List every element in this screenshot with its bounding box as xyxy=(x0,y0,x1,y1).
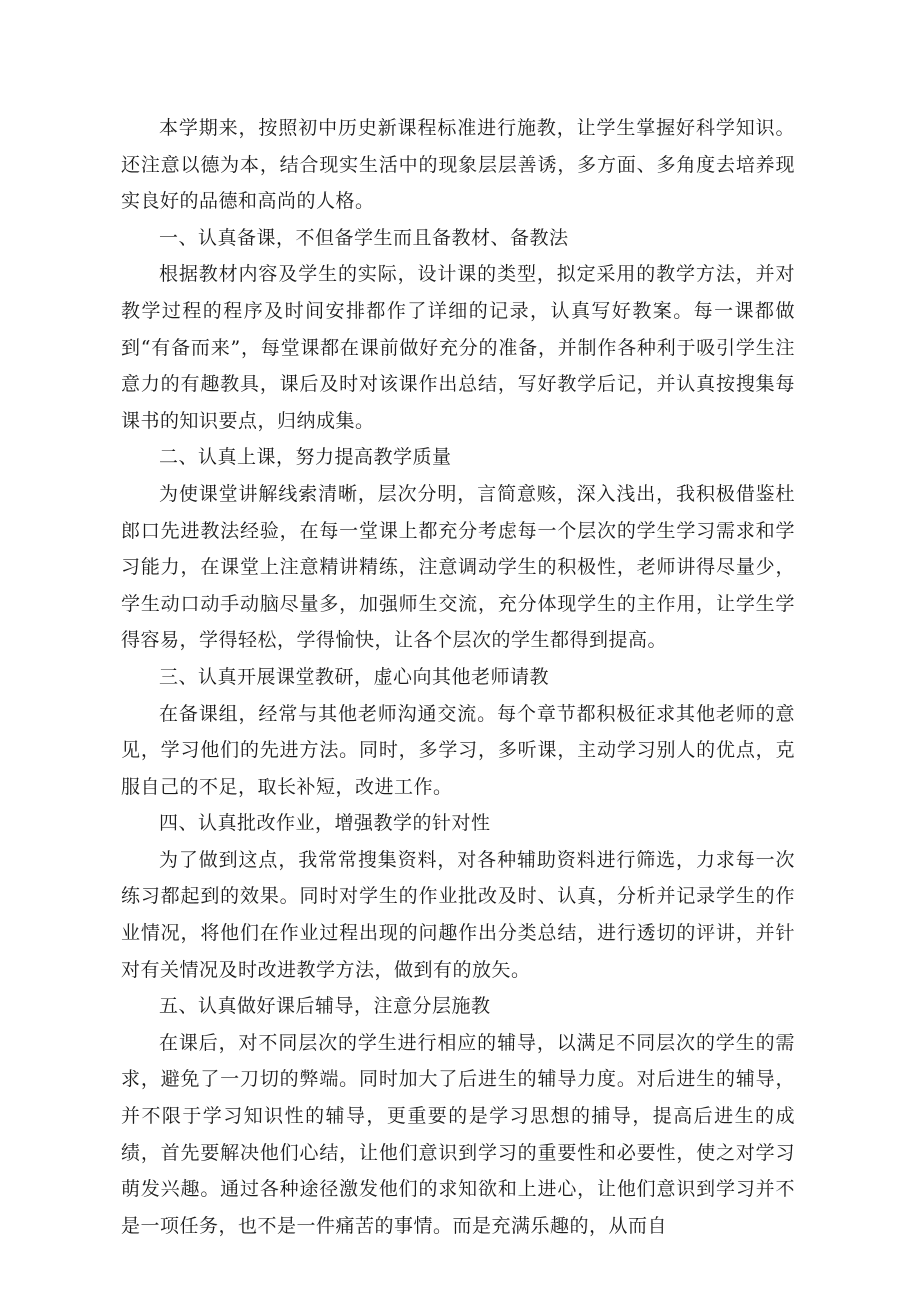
section-body-5: 在课后，对不同层次的学生进行相应的辅导，以满足不同层次的学生的需求，避免了一刀切的弊端。同时加大了后进生的辅导力度。对后进生的辅导，并不限于学习知识性的辅导，更重要的是学习思想的捕导，提高后进生的成绩，首先要解决他们心结，让他们意识到学习的重要性和必要性，使之对学习萌发兴趣。通过各种途径激发他们的求知欲和上进心，让他们意识到学习并不是一项任务，也不是一件痛苦的事情。而是充满乐趣的，从而自 xyxy=(121,1031,795,1237)
section-heading-5: 五、认真做好课后辅导，注意分层施教 xyxy=(159,995,491,1018)
intro-paragraph: 本学期来，按照初中历史新课程标准进行施教，让学生掌握好科学知识。还注意以德为本，结合现实生活中的现象层层善诱，多方面、多角度去培养现实良好的品德和高尚的人格。 xyxy=(121,117,795,213)
section-body-1: 根据教材内容及学生的实际，设计课的类型，拟定采用的教学方法，并对教学过程的程序及时间安排都作了详细的记录，认真写好教案。每一课都做到“有备而来”，每堂课都在课前做好充分的准备，并制作各种利于吸引学生注意力的有趣教具，课后及时对该课作出总结，写好教学后记，并认真按搜集每课书的知识要点，归纳成集。 xyxy=(121,263,795,432)
section-body-2: 为使课堂讲解线索清晰，层次分明，言简意赅，深入浅出，我积极借鉴杜郎口先进教法经验，在每一堂课上都充分考虑每一个层次的学生学习需求和学习能力，在课堂上注意精讲精练，注意调动学生的积极性，老师讲得尽量少，学生动口动手动脑尽量多，加强师生交流，充分体现学生的主作用，让学生学得容易，学得轻松，学得愉快，让各个层次的学生都得到提高。 xyxy=(121,482,795,652)
section-heading-2: 二、认真上课，努力提高教学质量 xyxy=(159,446,452,469)
section-body-4: 为了做到这点，我常常搜集资料，对各种辅助资料进行筛选，力求每一次练习都起到的效果。同时对学生的作业批改及时、认真，分析并记录学生的作业情况，将他们在作业过程出现的问趣作出分类总结，进行透切的评讲，并针对有关情况及时改进教学方法，做到有的放矢。 xyxy=(121,848,795,981)
section-heading-3: 三、认真开展课堂教研，虚心向其他老师请教 xyxy=(159,665,550,688)
section-body-3: 在备课组，经常与其他老师沟通交流。每个章节都积极征求其他老师的意见，学习他们的先进方法。同时，多学习，多听课，主动学习别人的优点，克服自己的不足，取长补短，改进工作。 xyxy=(121,702,795,798)
section-heading-4: 四、认真批改作业，增强教学的针对性 xyxy=(159,812,491,835)
section-heading-1: 一、认真备课，不但备学生而且备教材、备教法 xyxy=(159,226,569,249)
document-body xyxy=(121,110,795,1244)
